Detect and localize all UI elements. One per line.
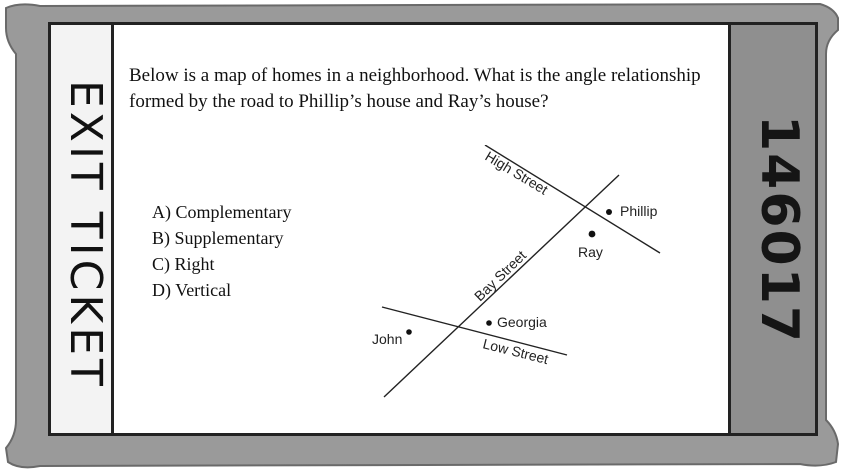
answer-choices [152,199,291,303]
phillip-home-label: Phillip [620,203,658,219]
question-card [114,22,728,436]
choice-a [152,199,291,225]
choice-text: Right [174,254,215,274]
choice-letter: D) [152,280,171,300]
neighborhood-map [372,145,672,405]
john-home-label: John [372,331,403,347]
serial-number: 146017 [749,115,809,345]
phillip-home-dot [606,209,612,215]
choice-b [152,225,291,251]
choice-text: Vertical [175,280,232,300]
ray-home-label: Ray [578,244,603,260]
bay-street-label: Bay Street [470,247,530,305]
choice-letter: A) [152,202,171,222]
stub-label: EXIT TICKET [60,80,111,390]
choice-text: Complementary [175,202,292,222]
low-street-label: Low Street [481,335,551,368]
john-home-dot [406,329,412,335]
bay-street-line [384,175,619,397]
choice-d [152,277,291,303]
choice-letter: C) [152,254,170,274]
choice-text: Supplementary [174,228,284,248]
ray-home-dot [589,231,596,238]
georgia-home-dot [486,320,492,326]
high-street-label: High Street [482,147,551,198]
choice-letter: B) [152,228,170,248]
question-text: Below is a map of homes in a neighborhood. What is the angle relationship formed by the road to Phillip’s house and Ray’s house? [129,65,701,112]
georgia-home-label: Georgia [497,314,547,330]
right-stub [728,22,818,436]
choice-c [152,251,291,277]
left-stub [48,22,114,436]
